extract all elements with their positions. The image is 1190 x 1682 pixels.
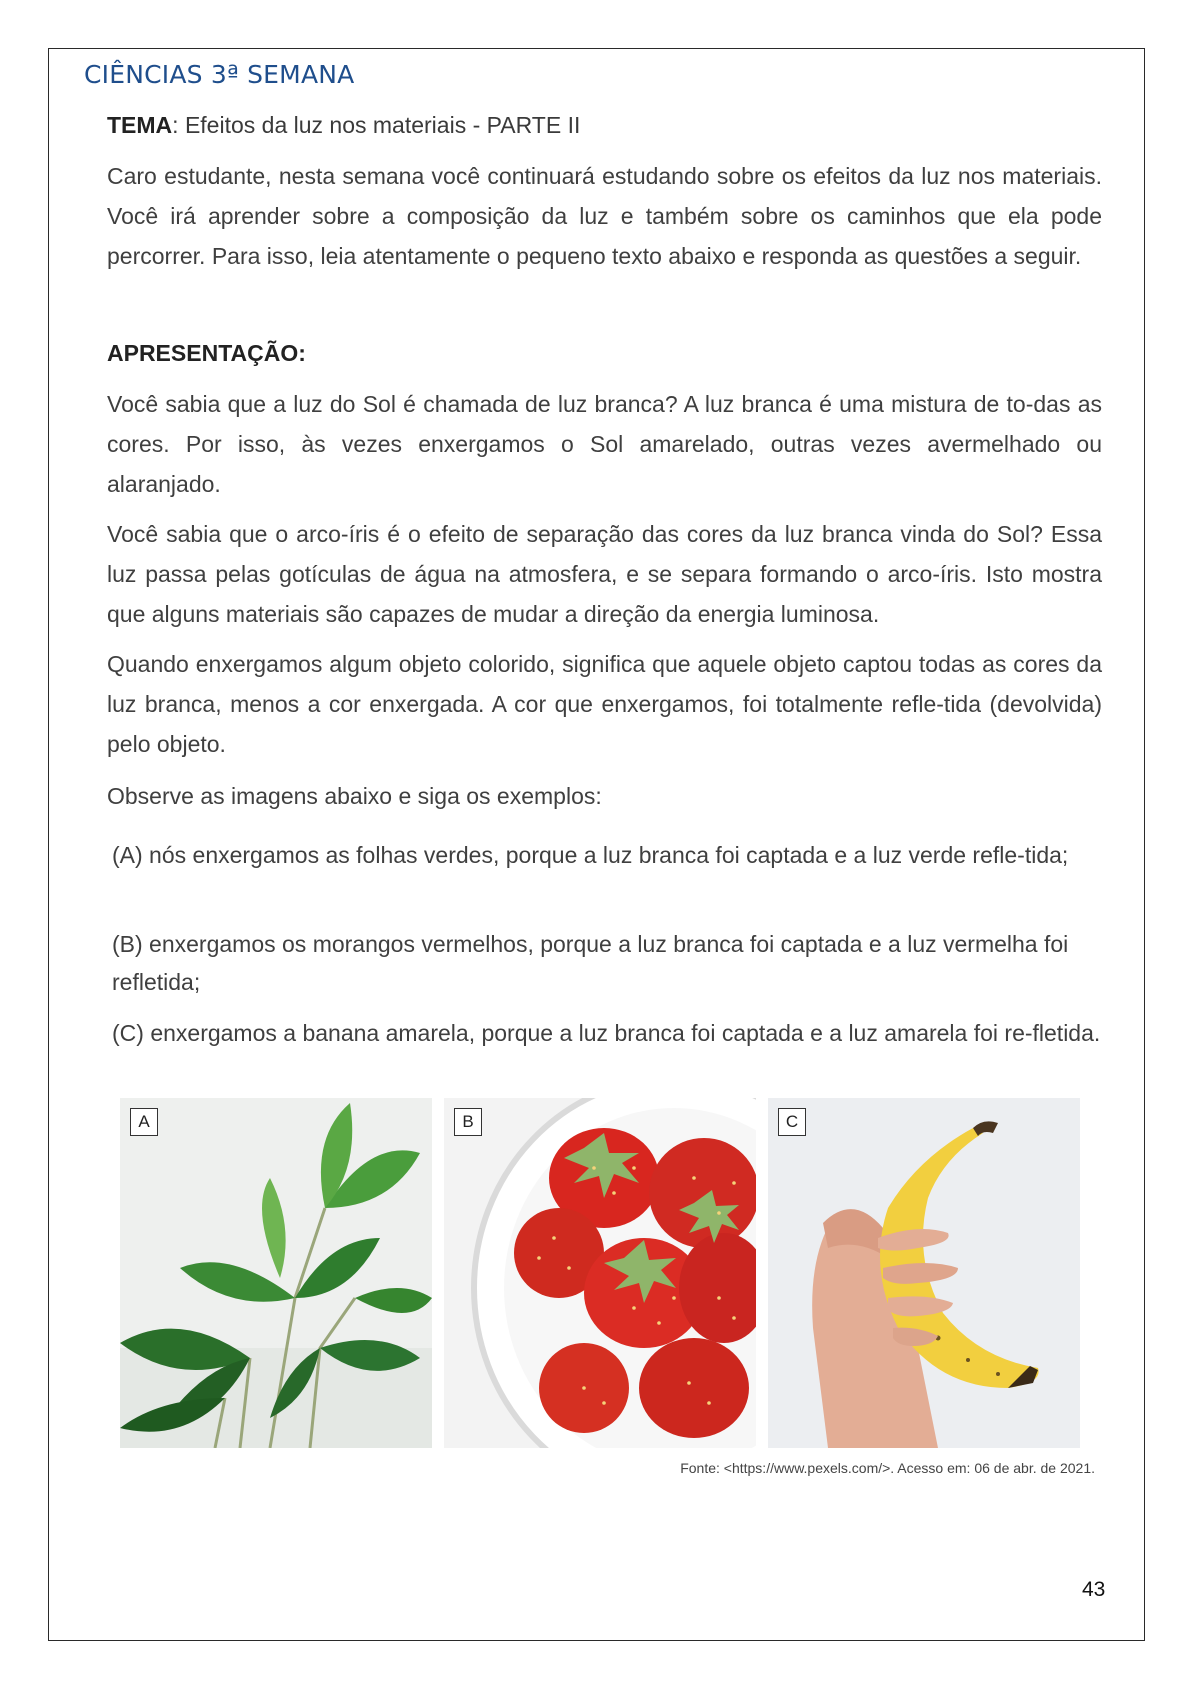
leaves-photo — [120, 1098, 432, 1448]
example-b: (B) enxergamos os morangos vermelhos, porque a luz branca foi captada e a luz vermelha foi refletida; — [112, 931, 1069, 995]
apresentacao-heading: APRESENTAÇÃO: — [107, 340, 306, 366]
image-source-caption: Fonte: <https://www.pexels.com/>. Acesso em: 06 de abr. de 2021. — [680, 1460, 1095, 1476]
example-c: (C) enxergamos a banana amarela, porque a luz branca foi captada e a luz amarela foi re-fletida. — [112, 1020, 1101, 1046]
tema-text: : Efeitos da luz nos materiais - PARTE II — [172, 112, 581, 138]
strawberries-photo — [444, 1098, 756, 1448]
page-title: CIÊNCIAS 3ª SEMANA — [84, 60, 355, 89]
example-a: (A) nós enxergamos as folhas verdes, porque a luz branca foi captada e a luz verde refle-tida; — [112, 842, 1069, 868]
paragraph-observe: Observe as imagens abaixo e siga os exemplos: — [107, 783, 602, 809]
paragraph-arco-iris: Você sabia que o arco-íris é o efeito de separação das cores da luz branca vinda do Sol? Essa luz passa pelas gotículas de água na atmosfera, e se separa formando o arco-íris. Isto mostra que alguns materiais são capazes de mudar a direção da energia luminosa. — [107, 521, 1102, 627]
paragraph-objeto-colorido: Quando enxergamos algum objeto colorido, significa que aquele objeto captou todas as cores da luz branca, menos a cor enxergada. A cor que enxergamos, foi totalmente refle-tida (devolvida) pelo objeto. — [107, 651, 1102, 757]
image-label-c: C — [778, 1108, 806, 1136]
paragraph-luz-branca: Você sabia que a luz do Sol é chamada de luz branca? A luz branca é uma mistura de to-das as cores. Por isso, às vezes enxergamos o Sol amarelado, outras vezes avermelhado ou alaranjado. — [107, 391, 1102, 497]
intro-paragraph: Caro estudante, nesta semana você continuará estudando sobre os efeitos da luz nos materiais. Você irá aprender sobre a composição da luz e também sobre os caminhos que ela pode percorrer. Para isso, leia atentamente o pequeno texto abaixo e responda as questões a seguir. — [107, 163, 1102, 269]
image-label-b: B — [454, 1108, 482, 1136]
tema-line — [107, 112, 580, 139]
image-label-a: A — [130, 1108, 158, 1136]
tema-label: TEMA — [107, 112, 173, 138]
page-number: 43 — [1082, 1578, 1106, 1601]
banana-photo — [768, 1098, 1080, 1448]
